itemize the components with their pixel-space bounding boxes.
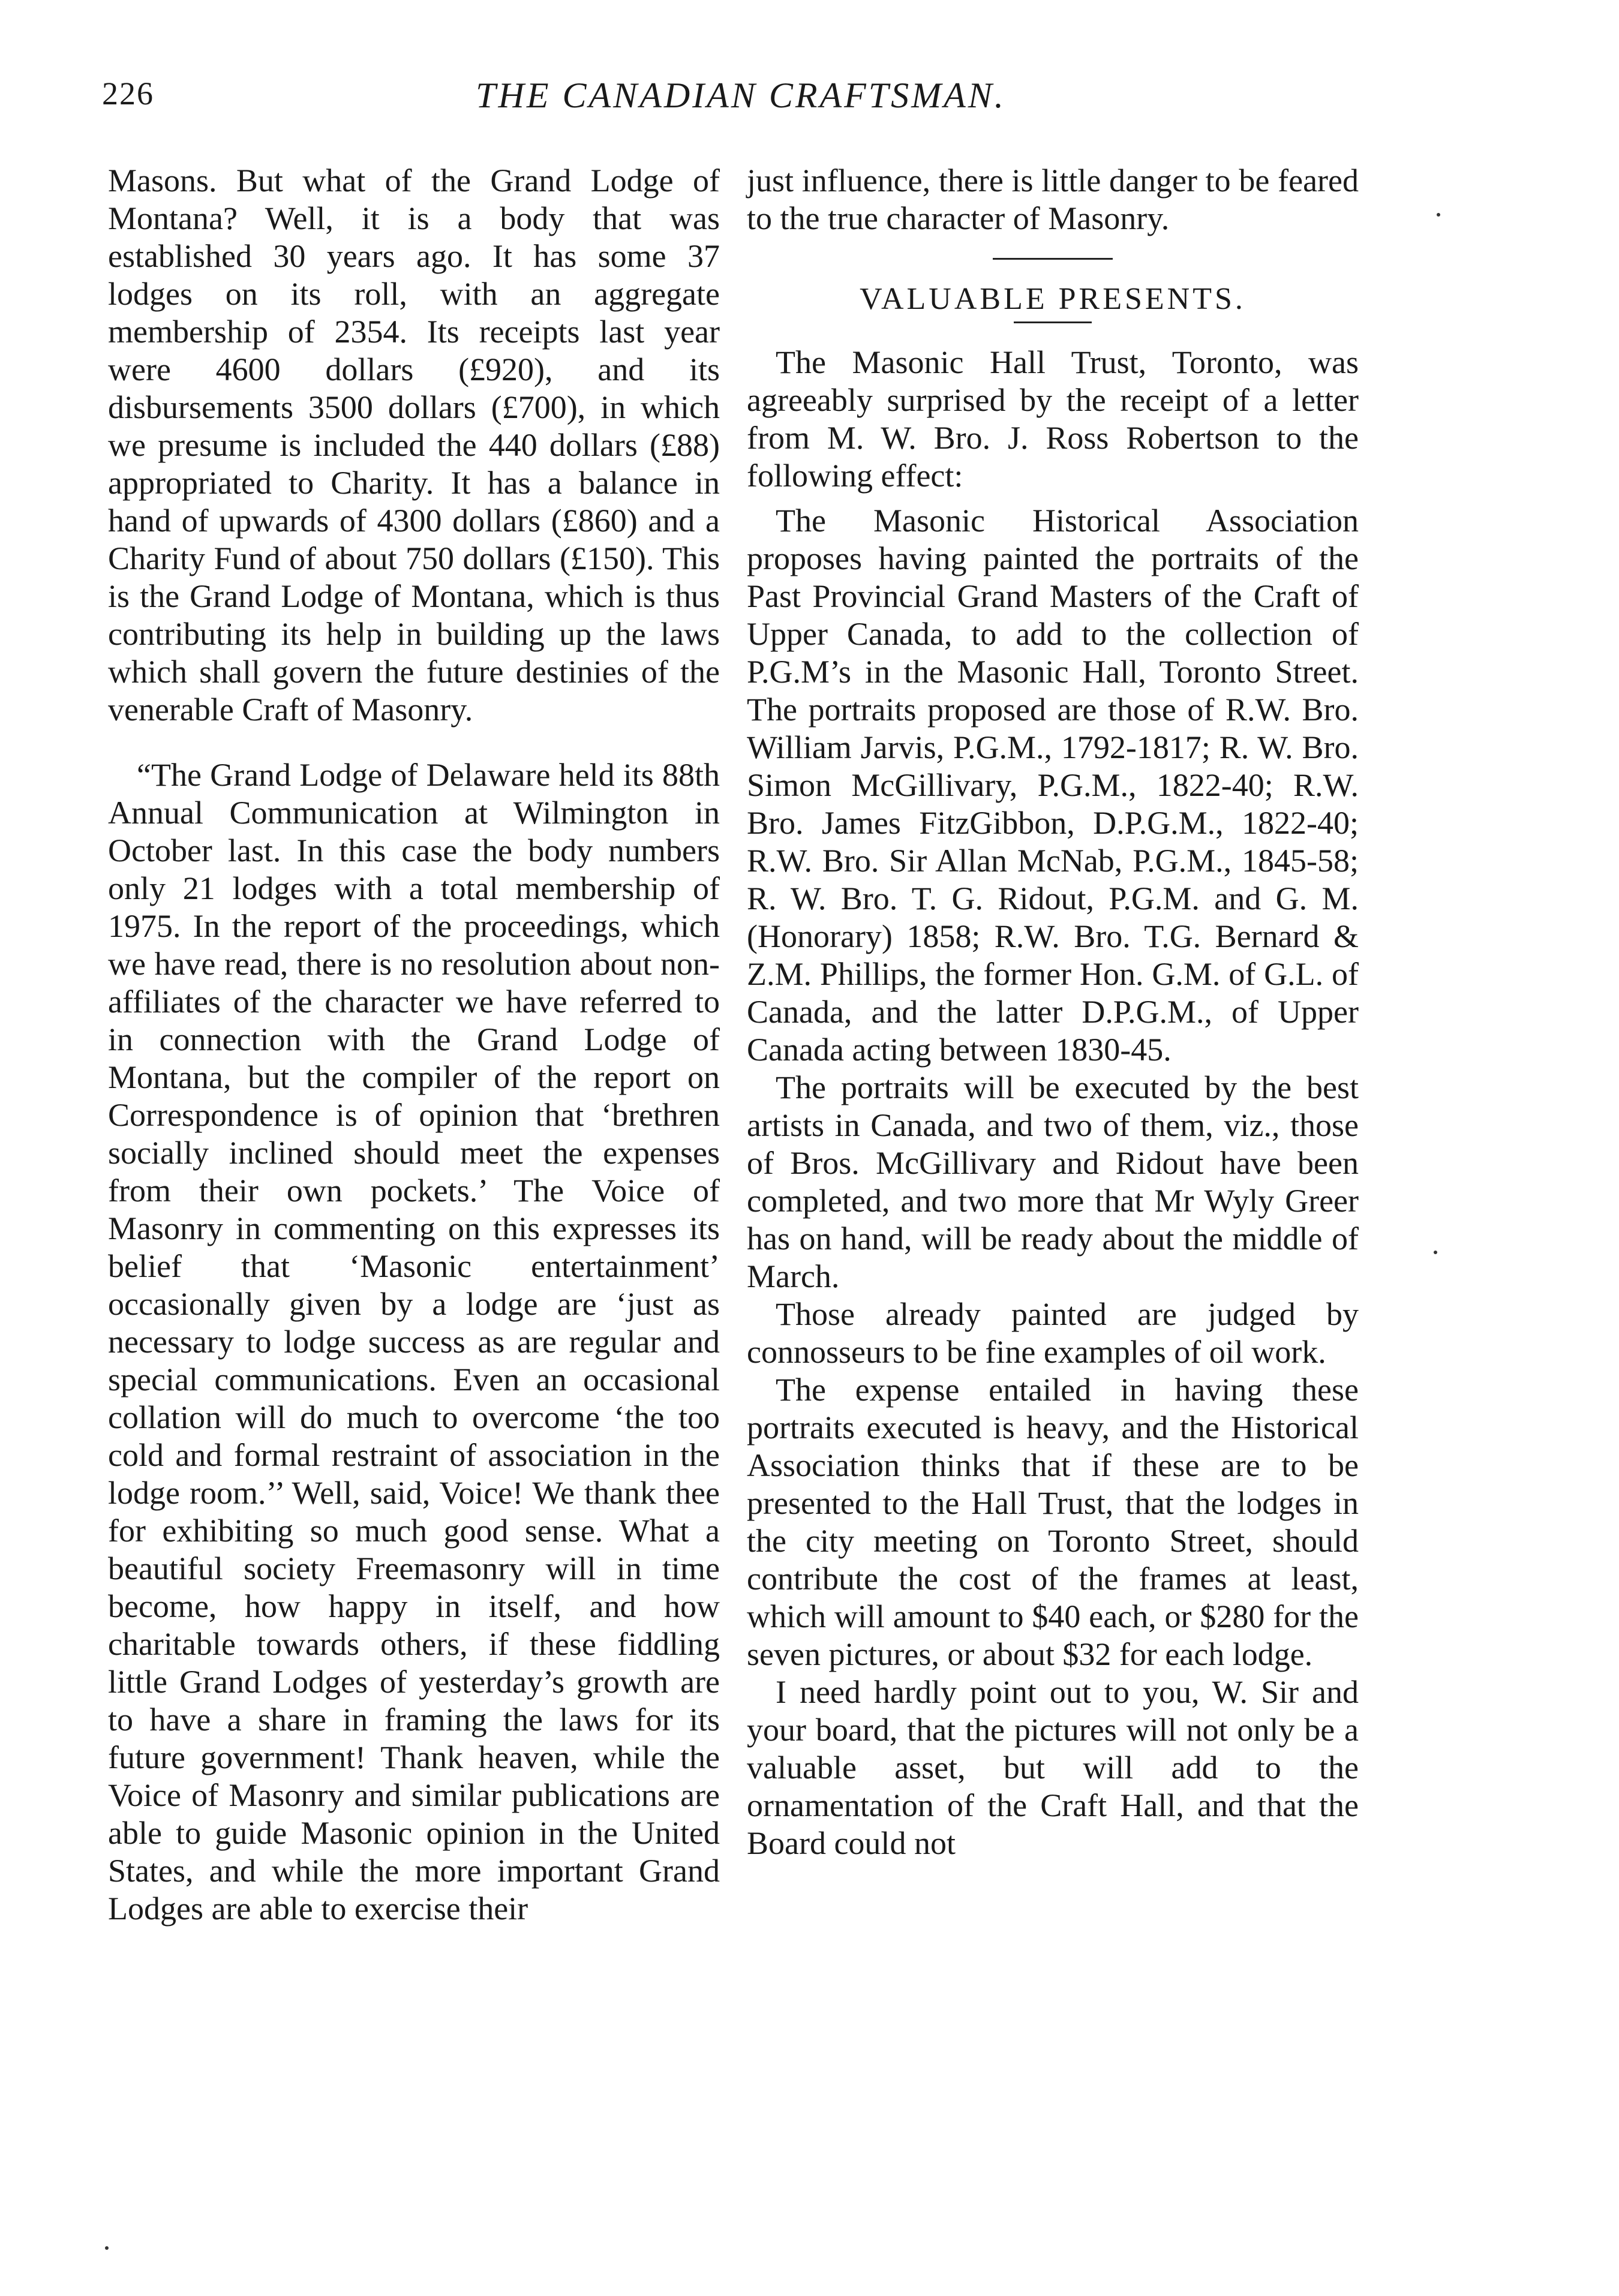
- presents-paragraph-expense: The expense entailed in having these portraits executed is heavy, and the Historical Association thinks that if these are to be presented to the Hall Trust, that the lodges in the city meeting on Toronto Street, should contribute the cost of the frames at least, which will amount to $40 each, or $280 for the seven pictures, or about $32 for each lodge.: [747, 1372, 1359, 1672]
- section-divider: [993, 258, 1113, 260]
- section-heading: VALUABLE PRESENTS.: [860, 282, 1246, 316]
- running-head: [102, 75, 1380, 129]
- page-number: 226: [102, 76, 154, 112]
- left-column: [108, 162, 720, 1928]
- delaware-paragraph: “The Grand Lodge of Delaware held its 88th Annual Communication at Wilmington in October last. In this case the body numbers only 21 lodges with a total membership of 1975. In the report of the proceedings, which we have read, there is no resolution about non-affiliates of the character we have referred to in connection with the Grand Lodge of Montana, but the compiler of the report on Correspondence is of opinion that ‘brethren socially inclined should meet the expenses from their own pockets.’ The Voice of Masonry in commenting on this expresses its belief that ‘Masonic entertainment’ occasionally given by a lodge are ‘just as necessary to lodge success as are regular and special communications. Even an occasional collation will do much to overcome ‘the too cold and formal restraint of association in the lodge room.’’ Well, said, Voice! We thank thee for exhibiting so much good sense. What a beautiful society Freemasonry will in time become, how happy in itself, and how charitable towards others, if these fiddling little Grand Lodges of yesterday’s growth are to have a share in framing the laws for its future government! Thank heaven, while the Voice of Masonry and similar publications are able to guide Masonic opinion in the United States, and while the more important Grand Lodges are able to exercise their: [108, 757, 720, 1927]
- print-speck: [1434, 1251, 1437, 1254]
- heading-underline: [1014, 321, 1092, 323]
- print-speck: [1437, 213, 1440, 217]
- presents-paragraph-intro: The Masonic Hall Trust, Toronto, was agreeably surprised by the receipt of a letter from M. W. Bro. J. Ross Robertson to the following effect:: [747, 344, 1359, 494]
- continuation-paragraph: just influence, there is little danger to be feared to the true character of Masonry.: [747, 163, 1359, 236]
- presents-paragraph-association: The Masonic Historical Association proposes having painted the portraits of the Past Provincial Grand Masters of the Craft of Upper Canada, to add to the collection of P.G.M’s in the Masonic Hall, Toronto Street. The portraits proposed are those of R.W. Bro. William Jarvis, P.G.M., 1792-1817; R. W. Bro. Simon McGillivary, P.G.M., 1822-40; R.W. Bro. James FitzGibbon, D.P.G.M., 1822-40; R.W. Bro. Sir Allan McNab, P.G.M., 1845-58; R. W. Bro. T. G. Ridout, P.G.M. and G. M. (Honorary) 1858; R.W. Bro. T.G. Bernard & Z.M. Phillips, the former Hon. G.M. of G.L. of Canada, and the latter D.P.G.M., of Upper Canada acting between 1830-45.: [747, 503, 1359, 1068]
- presents-paragraph-closing: I need hardly point out to you, W. Sir and your board, that the pictures will not only be a valuable asset, but will add to the ornamentation of the Craft Hall, and that the Board could not: [747, 1674, 1359, 1861]
- journal-title: THE CANADIAN CRAFTSMAN.: [476, 76, 1006, 115]
- presents-paragraph-connoisseurs: Those already painted are judged by connosseurs to be fine examples of oil work.: [747, 1296, 1359, 1370]
- montana-paragraph: Masons. But what of the Grand Lodge of Montana? Well, it is a body that was established 30 years ago. It has some 37 lodges on its roll, with an aggregate membership of 2354. Its receipts last year were 4600 dollars (£920), and its disbursements 3500 dollars (£700), in which we presume is included the 440 dollars (£88) appropriated to Charity. It has a balance in hand of upwards of 4300 dollars (£860) and a Charity Fund of about 750 dollars (£150). This is the Grand Lodge of Montana, which is thus contributing its help in building up the laws which shall govern the future destinies of the venerable Craft of Masonry.: [108, 163, 720, 728]
- presents-paragraph-artists: The portraits will be executed by the best artists in Canada, and two of them, viz., those of Bros. McGillivary and Ridout have been completed, and two more that Mr Wyly Greer has on hand, will be ready about the middle of March.: [747, 1069, 1359, 1294]
- print-speck: [105, 2246, 109, 2250]
- right-column: [747, 162, 1359, 1862]
